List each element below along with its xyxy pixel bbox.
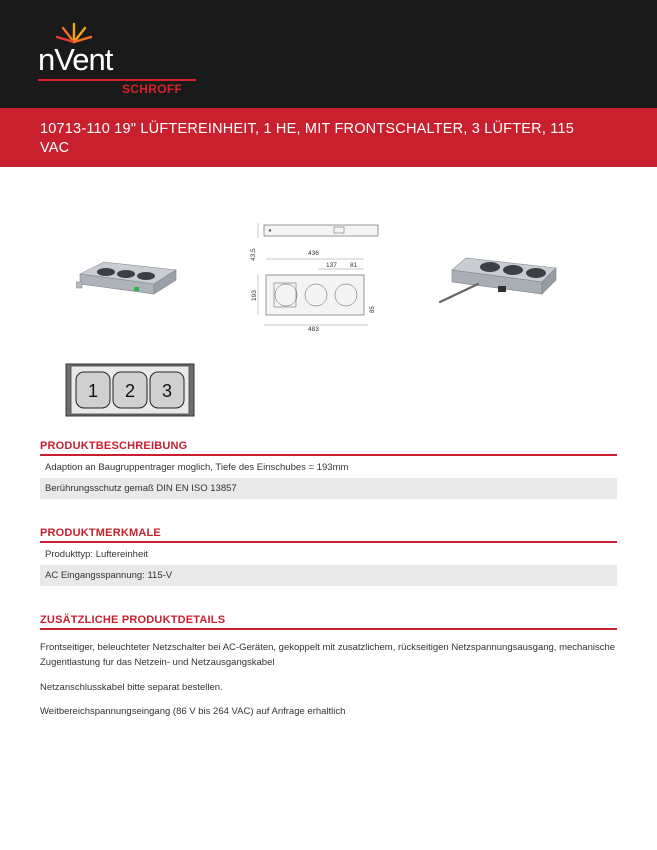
logo-underline <box>38 79 196 81</box>
fan-label-3: 3 <box>161 381 173 401</box>
feature-row: AC Eingangsspannung: 115-V <box>40 565 617 586</box>
section-title-beschreibung: PRODUKTBESCHREIBUNG <box>40 440 188 452</box>
dim-width-total-label: 483 <box>308 326 319 333</box>
section-rule <box>40 628 617 630</box>
page-header <box>0 0 657 108</box>
dim-small-label: 85 <box>370 306 376 313</box>
fan-numbering-diagram <box>64 362 196 418</box>
nvent-schroff-logo <box>38 26 208 98</box>
section-title-details: ZUSÄTZLICHE PRODUKTDETAILS <box>40 614 226 626</box>
product-title: 10713-110 19" LÜFTEREINHEIT, 1 HE, MIT FRONTSCHALTER, 3 LÜFTER, 115 VAC <box>40 121 574 156</box>
section-rule <box>40 541 617 543</box>
section-title-merkmale: PRODUKTMERKMALE <box>40 527 161 539</box>
fan-label-1: 1 <box>87 381 99 401</box>
description-row: Berührungsschutz gemaß DIN EN ISO 13857 <box>40 478 617 499</box>
logo-sub-text: SCHROFF <box>122 82 183 96</box>
feature-row: Produkttyp: Luftereinheit <box>45 549 148 560</box>
product-photo-rear <box>438 254 558 306</box>
details-paragraph: Netzanschlusskabel bitte separat bestellen. <box>40 682 223 693</box>
logo-main-text: nVent <box>38 42 113 77</box>
fan-label-2: 2 <box>124 381 136 401</box>
dim-fan-label: 81 <box>350 262 358 269</box>
details-paragraph: Weitbereichspannungseingang (86 V bis 264 VAC) auf Anfrage erhaltlich <box>40 706 346 717</box>
dim-height-label: 43,5 <box>250 248 257 261</box>
details-paragraph: Frontseitiger, beleuchteter Netzschalter bei AC-Geräten, gekoppelt mit zusatzlichem, rückseitigen Netzspannungsausgang, mechanische Zugentlastung fur das Netzein- und Netzausgangskabel <box>40 642 616 668</box>
section-rule <box>40 454 617 456</box>
product-photo-front <box>76 258 178 300</box>
title-banner <box>0 108 657 167</box>
dim-depth-label: 193 <box>251 290 258 301</box>
logo-rays-icon <box>54 22 94 44</box>
dim-width-inner-label: 436 <box>308 250 319 257</box>
technical-drawing <box>246 213 380 335</box>
description-row: Adaption an Baugruppentrager moglich, Tiefe des Einschubes = 193mm <box>45 462 349 473</box>
dim-spacing-label: 137 <box>326 262 337 269</box>
